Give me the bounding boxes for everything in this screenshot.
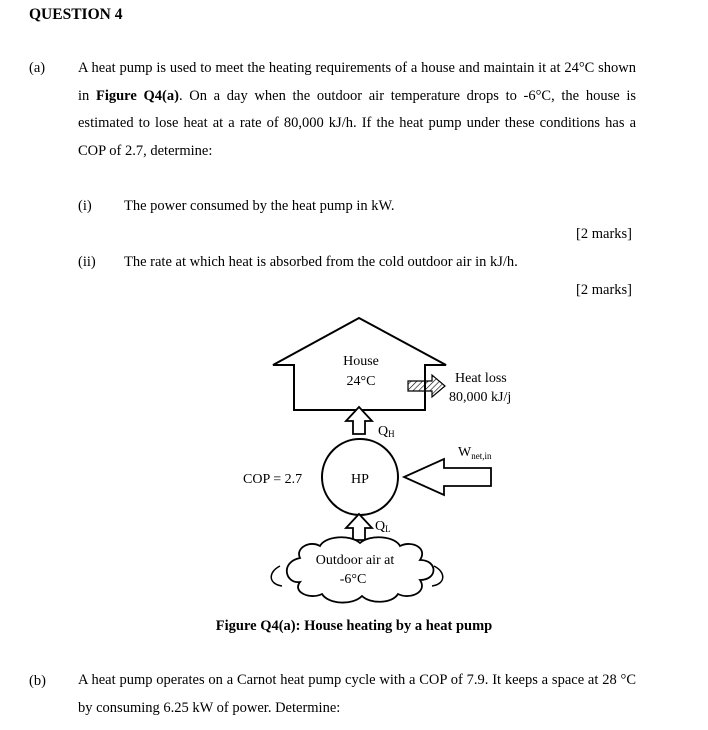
qh-subscript: H xyxy=(388,429,395,439)
qh-symbol: Q xyxy=(378,424,389,439)
part-a-label: (a) xyxy=(29,60,46,76)
item-i-marks: [2 marks] xyxy=(576,226,632,242)
house-temperature: 24°C xyxy=(346,374,376,389)
item-i-text: The power consumed by the heat pump in kW. xyxy=(124,198,395,214)
work-subscript: net,in xyxy=(471,451,492,461)
heat-loss-label: Heat loss xyxy=(455,371,507,386)
part-b-paragraph: A heat pump operates on a Carnot heat pump cycle with a COP of 7.9. It keeps a space at 28 °C by consuming 6.25 kW of power. Determine: xyxy=(78,672,636,716)
ql-symbol: Q xyxy=(375,519,386,534)
work-input-label xyxy=(458,445,492,461)
work-symbol: W xyxy=(458,445,472,460)
ql-arrow xyxy=(346,514,372,540)
item-ii-marks: [2 marks] xyxy=(576,282,632,298)
heat-pump-label: HP xyxy=(351,472,369,487)
part-b-label: (b) xyxy=(29,673,46,689)
question-title: QUESTION 4 xyxy=(29,6,123,23)
work-input-arrow xyxy=(404,459,491,495)
ql-label xyxy=(375,519,391,534)
figure-caption: Figure Q4(a): House heating by a heat pump xyxy=(215,618,493,634)
cop-label: COP = 2.7 xyxy=(243,472,303,487)
outdoor-cloud xyxy=(287,537,434,602)
part-a-text-2: . On a day when the outdoor air temperature drops to -6°C, the house is estimated to lose heat at a rate of 80,000 kJ/h. If the heat pump under these conditions has a COP of 2.7, determine: xyxy=(78,87,637,159)
item-ii-label: (ii) xyxy=(78,254,96,270)
qh-arrow xyxy=(346,407,372,434)
item-i-label: (i) xyxy=(78,198,92,214)
heat-loss-value: 80,000 kJ/j xyxy=(449,390,512,405)
figure-reference: Figure Q4(a) xyxy=(95,87,179,104)
house-label: House xyxy=(343,354,379,369)
item-ii-text: The rate at which heat is absorbed from the cold outdoor air in kJ/h. xyxy=(124,254,518,270)
outdoor-label: Outdoor air at xyxy=(315,553,395,568)
outdoor-temperature: -6°C xyxy=(339,572,367,587)
part-a-text-1: A heat pump is used to meet the heating requirements of a house and maintain it at 24°C shown in xyxy=(78,60,636,104)
qh-label xyxy=(378,424,395,439)
ql-subscript: L xyxy=(385,524,391,534)
